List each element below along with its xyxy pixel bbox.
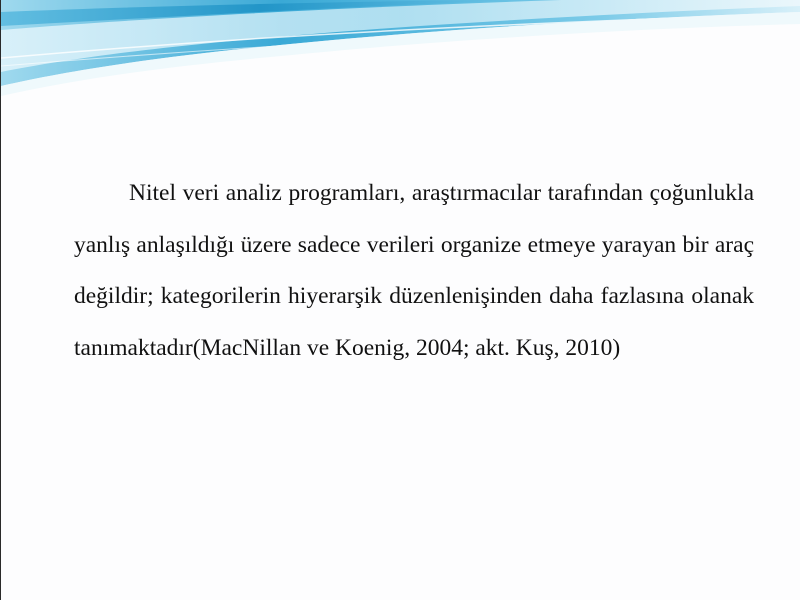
header-wave-decoration <box>1 0 800 100</box>
body-paragraph: Nitel veri analiz programları, araştırmacılar tarafından çoğunlukla yanlış anlaşıldığı üzere sadece verileri organize etmeye yarayan bir araç değildir; kategorilerin hiyerarşik düzenlenişinden daha fazlasına olanak tanımaktadır(MacNillan ve Koenig, 2004; akt. Kuş, 2010) <box>74 180 754 361</box>
